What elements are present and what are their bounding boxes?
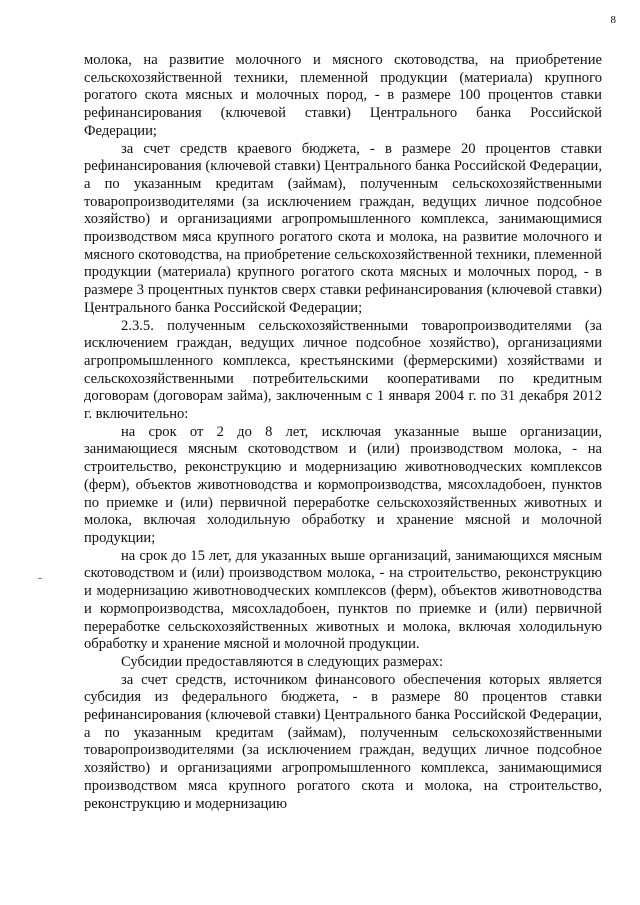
paragraph-2-3-5: 2.3.5. полученным сельскохозяйственными товаропроизводителями (за исключением граждан, ведущих личное подсобное хозяйство), организациями агропромышленного комплекса, крестьянскими (фермерскими) хозяйствами и сельскохозяйственными потребительскими кооперативами по кредитным договорам (договорам займа), заключенным с 1 января 2004 г. по 31 декабря 2012 г. включительно: [84, 317, 602, 423]
paragraph-term-2-8-years: на срок от 2 до 8 лет, исключая указанные выше организации, занимающиеся мясным скотоводством и (или) производством молока, - на строительство, реконструкцию и модернизацию животноводческих комплексов (ферм), объектов животноводства и кормопроизводства, мясохладобоен, пунктов по приемке и (или) первичной переработке сельскохозяйственных животных и молока, включая холодильную обработку и хранение мясной и молочной продукции; [84, 423, 602, 546]
paragraph-continuation: молока, на развитие молочного и мясного скотоводства, на приобретение сельскохозяйственной техники, племенной продукции (материала) крупного рогатого скота мясных и молочных пород, - в размере 100 процентов ставки рефинансирования (ключевой ставки) Центрального банка Российской Федерации; [84, 52, 602, 139]
paragraph-federal-budget: за счет средств, источником финансового обеспечения которых является субсидия из федерального бюджета, - в размере 80 процентов ставки рефинансирования (ключевой ставки) Центрального банка Российской Федерации, а по указанным кредитам (займам), полученным сельскохозяйственными товаропроизводителями (за исключением граждан, ведущих личное подсобное хозяйство) и организациями агропромышленного комплекса, занимающимися производством мяса крупного рогатого скота и молока, на строительство, реконструкцию и модернизацию [84, 671, 602, 812]
paragraph-regional-budget: за счет средств краевого бюджета, - в размере 20 процентов ставки рефинансирования (ключевой ставки) Центрального банка Российской Федерации, а по указанным кредитам (займам), полученным сельскохозяйственными товаропроизводителями (за исключением граждан, ведущих личное подсобное хозяйство) и организациями агропромышленного комплекса, занимающимися производством мяса крупного рогатого скота и молока, на развитие молочного и мясного скотоводства, на приобретение сельскохозяйственной техники, племенной продукции (материала) крупного рогатого скота мясных и молочных пород, - в размере 3 процентных пунктов сверх ставки рефинансирования (ключевой ставки) Центрального банка Российской Федерации; [84, 140, 602, 316]
paragraph-term-15-years: на срок до 15 лет, для указанных выше организаций, занимающихся мясным скотоводством и (или) производством молока, - на строительство, реконструкцию и модернизацию животноводческих комплексов (ферм), объектов животноводства и кормопроизводства, мясохладобоен, пунктов по приемке и (или) первичной переработке сельскохозяйственных животных и молока, включая холодильную обработку и хранение мясной и молочной продукции. [84, 547, 602, 653]
margin-mark [38, 578, 42, 579]
page-number: 8 [610, 14, 616, 26]
document-body [84, 52, 602, 813]
paragraph-subsidy-amounts: Субсидии предоставляются в следующих размерах: [121, 653, 444, 670]
